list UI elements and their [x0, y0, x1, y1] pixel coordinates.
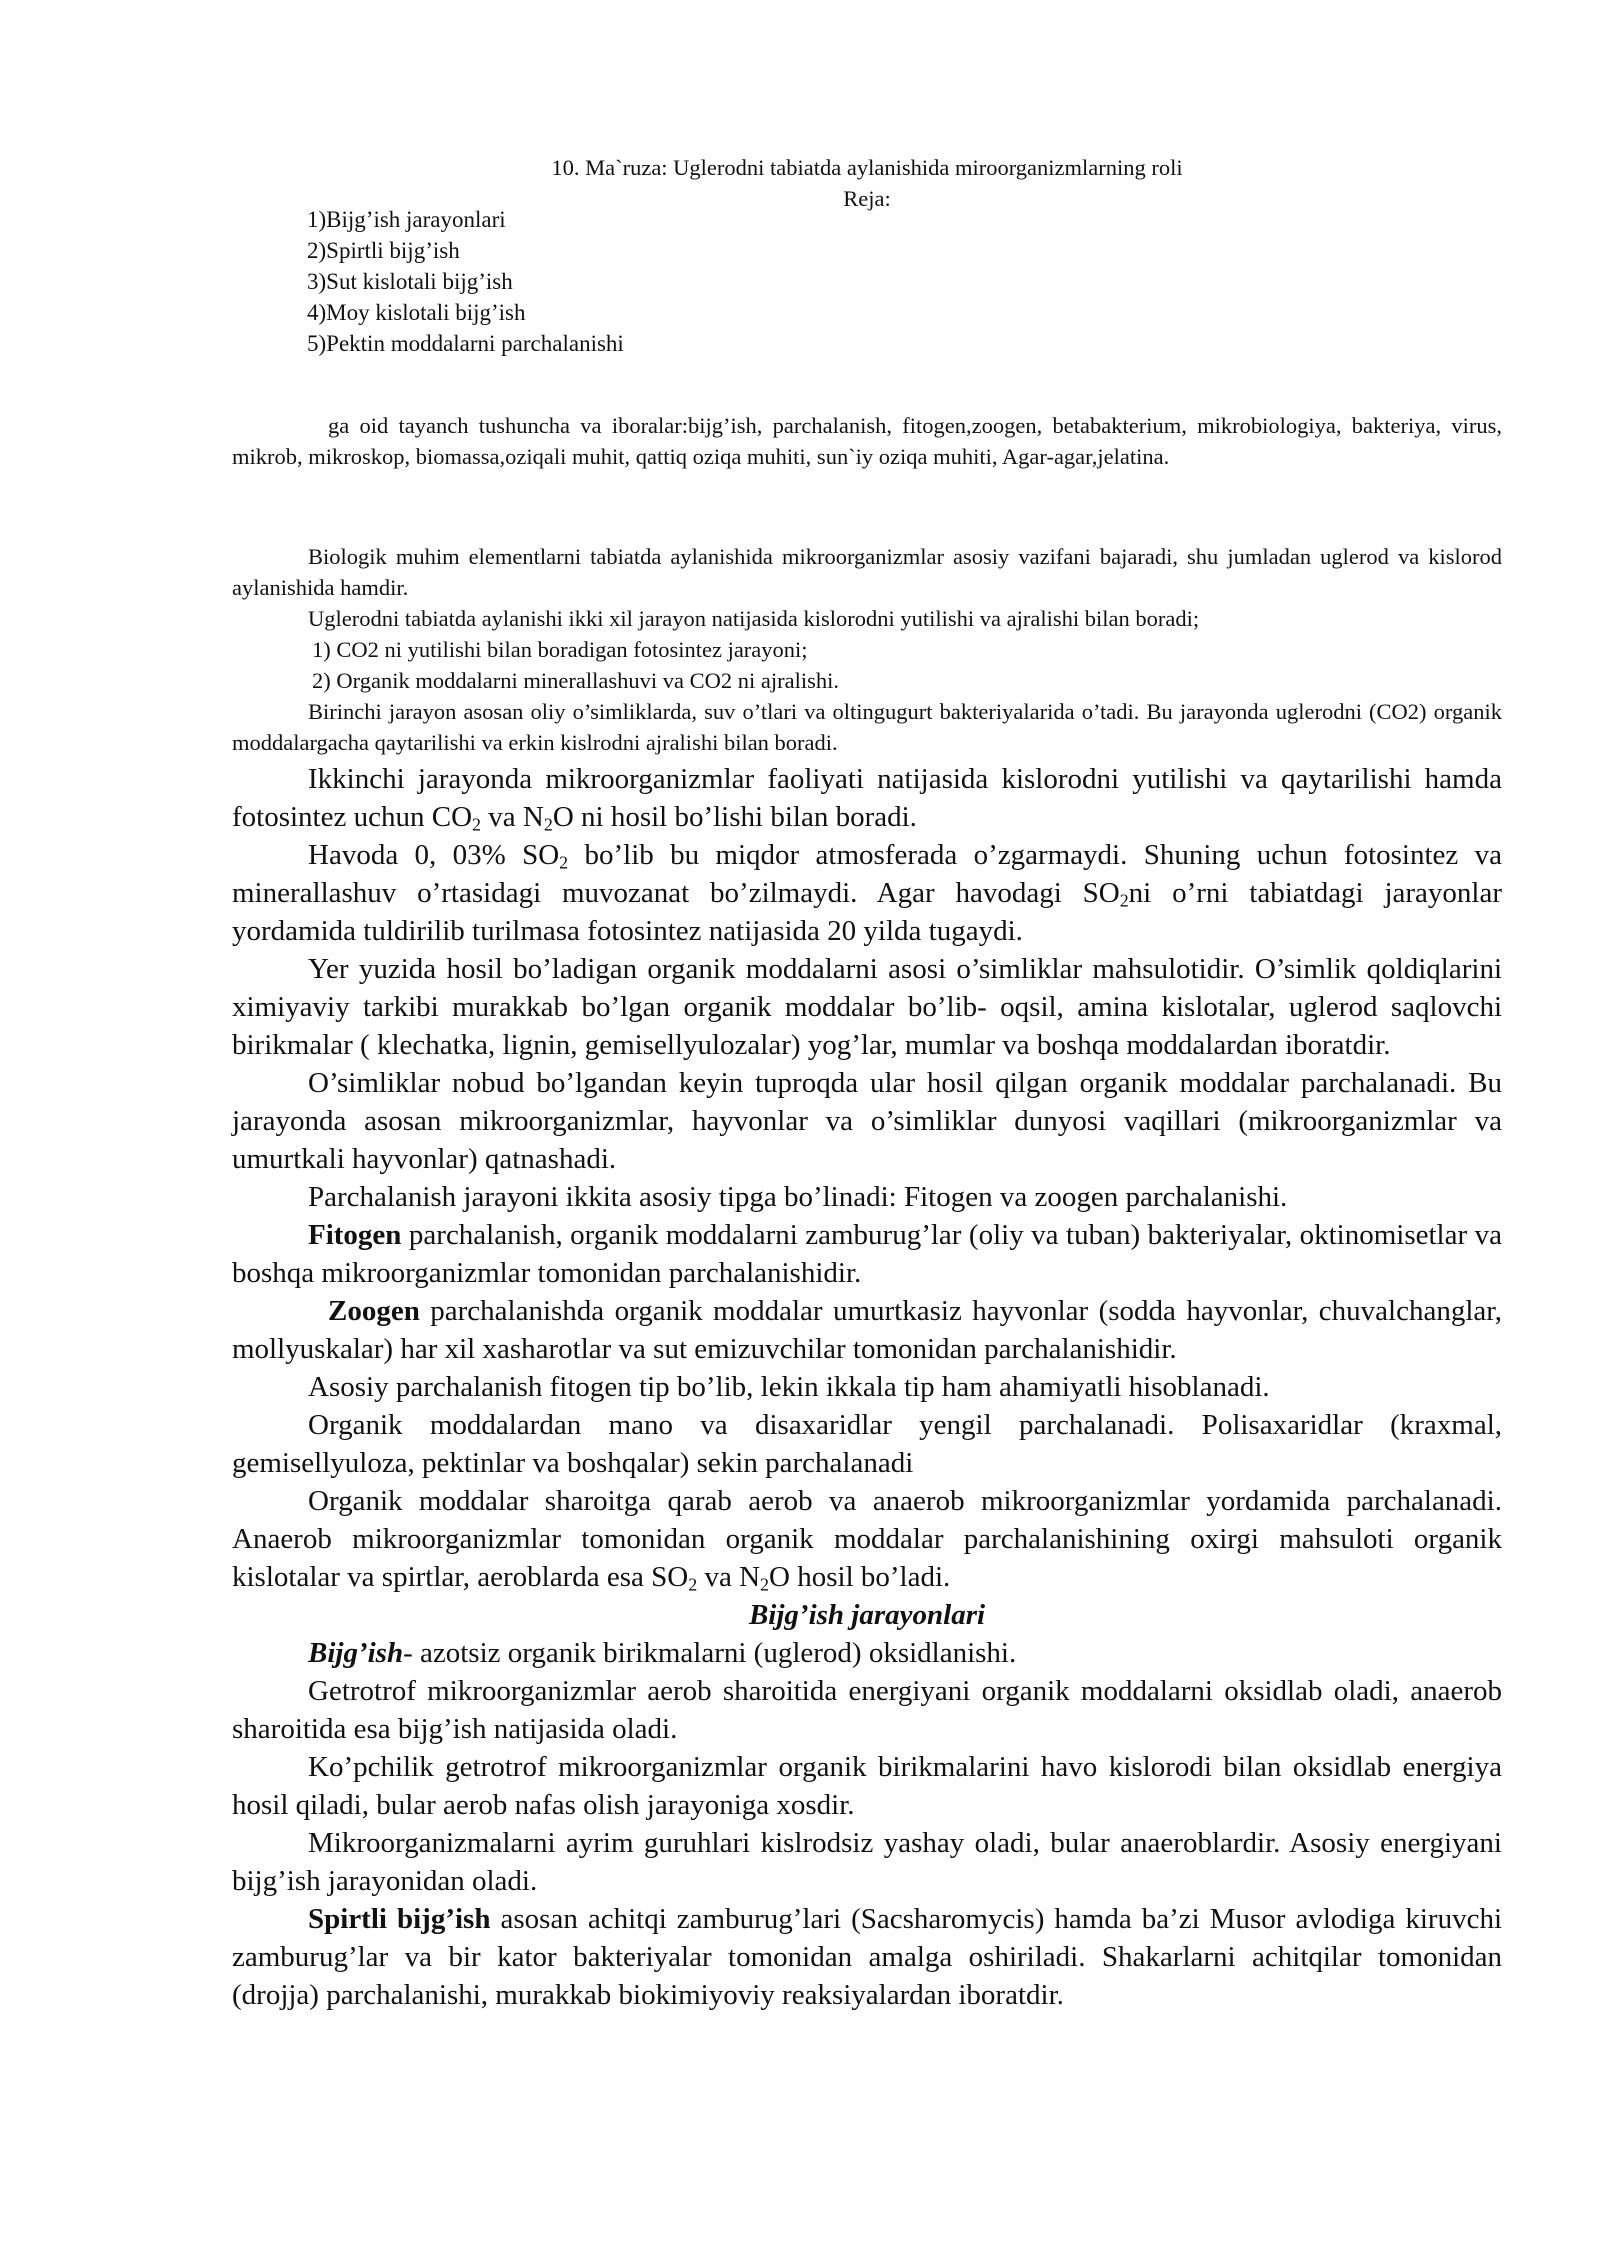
plan-item: 4)Moy kislotali bijg’ish: [307, 300, 526, 325]
paragraph: Fitogen parchalanish, organik moddalarni zamburug’lar (oliy va tuban) bakteriyalar, oktinomisetlar va boshqa mikroorganizmlar tomonidan parchalanishidir.: [232, 1219, 1502, 1289]
paragraph: Mikroorganizmalarni ayrim guruhlari kislrodsiz yashay oladi, bular anaeroblardir. Asosiy energiyani bijg’ish jarayonidan oladi.: [232, 1827, 1502, 1897]
paragraph: Uglerodni tabiatda aylanishi ikki xil jarayon natijasida kislorodni yutilishi va ajralishi bilan boradi;: [308, 606, 1200, 631]
lecture-title: 10. Ma`ruza: Uglerodni tabiatda aylanishida miroorganizmlarning roli: [551, 155, 1183, 180]
term-bijgish: Bijg’ish: [308, 1637, 404, 1669]
term-zoogen: Zoogen: [328, 1295, 420, 1327]
paragraph: Biologik muhim elementlarni tabiatda aylanishida mikroorganizmlar asosiy vazifani bajaradi, shu jumladan uglerod va kislorod aylanishida hamdir.: [232, 544, 1502, 600]
paragraph: Organik moddalar sharoitga qarab aerob va anaerob mikroorganizmlar yordamida parchalanadi. Anaerob mikroorganizmlar tomonidan organik moddalar parchalanishining oxirgi mahsuloti organik kislotalar va spirtlar, aeroblarda esa $SO_2$ va $N_2O$ hosil bo’ladi.: [232, 1485, 1502, 1595]
paragraph: Ko’pchilik getrotrof mikroorganizmlar organik birikmalarini havo kislorodi bilan oksidlab energiya hosil qiladi, bular aerob nafas olish jarayoniga xosdir.: [232, 1751, 1502, 1821]
section-heading: Bijg’ish jarayonlari: [748, 1599, 986, 1631]
plan-item: 5)Pektin moddalarni parchalanishi: [307, 331, 624, 356]
plan-heading: Reja:: [843, 186, 891, 211]
paragraph: Getrotrof mikroorganizmlar aerob sharoitida energiyani organik moddalarni oksidlab oladi, anaerob sharoitida esa bijg’ish natijasida oladi.: [232, 1675, 1502, 1745]
paragraph: Havoda 0, 03% $SO_2$ bo’lib bu miqdor atmosferada o’zgarmaydi. Shuning uchun fotosintez va minerallashuv o’rtasidagi muvozanat bo’zilmaydi. Agar havodagi $SO_2ni$ o’rni tabiatdagi jarayonlar yordamida tuldirilib turilmasa fotosintez natijasida 20 yilda tugaydi.: [232, 839, 1502, 947]
intro-block: [232, 541, 1502, 758]
main-body: [232, 760, 1502, 2014]
paragraph: 2) Organik moddalarni minerallashuvi va CO2 ni ajralishi.: [312, 668, 839, 693]
paragraph: Parchalanish jarayoni ikkita asosiy tipga bo’linadi: Fitogen va zoogen parchalanishi.: [308, 1181, 1288, 1213]
paragraph: Ikkinchi jarayonda mikroorganizmlar faoliyati natijasida kislorodni yutilishi va qaytarilishi hamda fotosintez uchun $CO_2$ va $N_2O$ ni hosil bo’lishi bilan boradi.: [232, 763, 1502, 835]
paragraph: 1) CO2 ni yutilishi bilan boradigan fotosintez jarayoni;: [312, 637, 808, 662]
keywords-paragraph: ga oid tayanch tushuncha va iboralar:bijg’ish, parchalanish, fitogen,zoogen, betabakterium, mikrobiologiya, bakteriya, virus, mikrob, mikroskop, biomassa,oziqali muhit, qattiq oziqa muhiti, sun`iy oziqa muhiti, Agar-agar,jelatina.: [232, 413, 1502, 469]
paragraph: O’simliklar nobud bo’lgandan keyin tuproqda ular hosil qilgan organik moddalar parchalanadi. Bu jarayonda asosan mikroorganizmlar, hayvonlar va o’simliklar dunyosi vaqillari (mikroorganizmlar va umurtkali hayvonlar) qatnashadi.: [232, 1067, 1502, 1175]
plan-item: 3)Sut kislotali bijg’ish: [307, 269, 513, 294]
paragraph: Birinchi jarayon asosan oliy o’simliklarda, suv o’tlari va oltingugurt bakteriyalarida o’tadi. Bu jarayonda uglerodni (CO2) organik moddalargacha qaytarilishi va erkin kislrodni ajralishi bilan boradi.: [232, 699, 1502, 755]
paragraph: Asosiy parchalanish fitogen tip bo’lib, lekin ikkala tip ham ahamiyatli hisoblanadi.: [308, 1371, 1270, 1403]
paragraph: Spirtli bijg’ish asosan achitqi zamburug’lari (Sacsharomycis) hamda ba’zi Musor avlodiga kiruvchi zamburug’lar va bir kator bakteriyalar tomonidan amalga oshiriladi. Shakarlarni achitqilar tomonidan (drojja) parchalanishi, murakkab biokimiyoviy reaksiyalardan iboratdir.: [232, 1903, 1502, 2011]
paragraph: Zoogen parchalanishda organik moddalar umurtkasiz hayvonlar (sodda hayvonlar, chuvalchanglar, mollyuskalar) har xil xasharotlar va sut emizuvchilar tomonidan parchalanishidir.: [232, 1295, 1502, 1365]
paragraph: Organik moddalardan mano va disaxaridlar yengil parchalanadi. Polisaxaridlar (kraxmal, gemisellyuloza, pektinlar va boshqalar) sekin parchalanadi: [232, 1409, 1502, 1479]
plan-item: 1)Bijg’ish jarayonlari: [307, 207, 506, 232]
paragraph: Bijg’ish- azotsiz organik birikmalarni (uglerod) oksidlanishi.: [308, 1637, 1017, 1669]
paragraph: Yer yuzida hosil bo’ladigan organik moddalarni asosi o’simliklar mahsulotidir. O’simlik qoldiqlarini ximiyaviy tarkibi murakkab bo’lgan organik moddalar bo’lib- oqsil, amina kislotalar, uglerod saqlovchi birikmalar ( klechatka, lignin, gemisellyulozalar) yog’lar, mumlar va boshqa moddalardan iboratdir.: [232, 953, 1502, 1061]
plan-list: [307, 204, 624, 359]
term-fitogen: Fitogen: [308, 1219, 402, 1251]
term-spirtli-bijgish: Spirtli bijg’ish: [308, 1903, 491, 1935]
plan-item: 2)Spirtli bijg’ish: [307, 238, 460, 263]
